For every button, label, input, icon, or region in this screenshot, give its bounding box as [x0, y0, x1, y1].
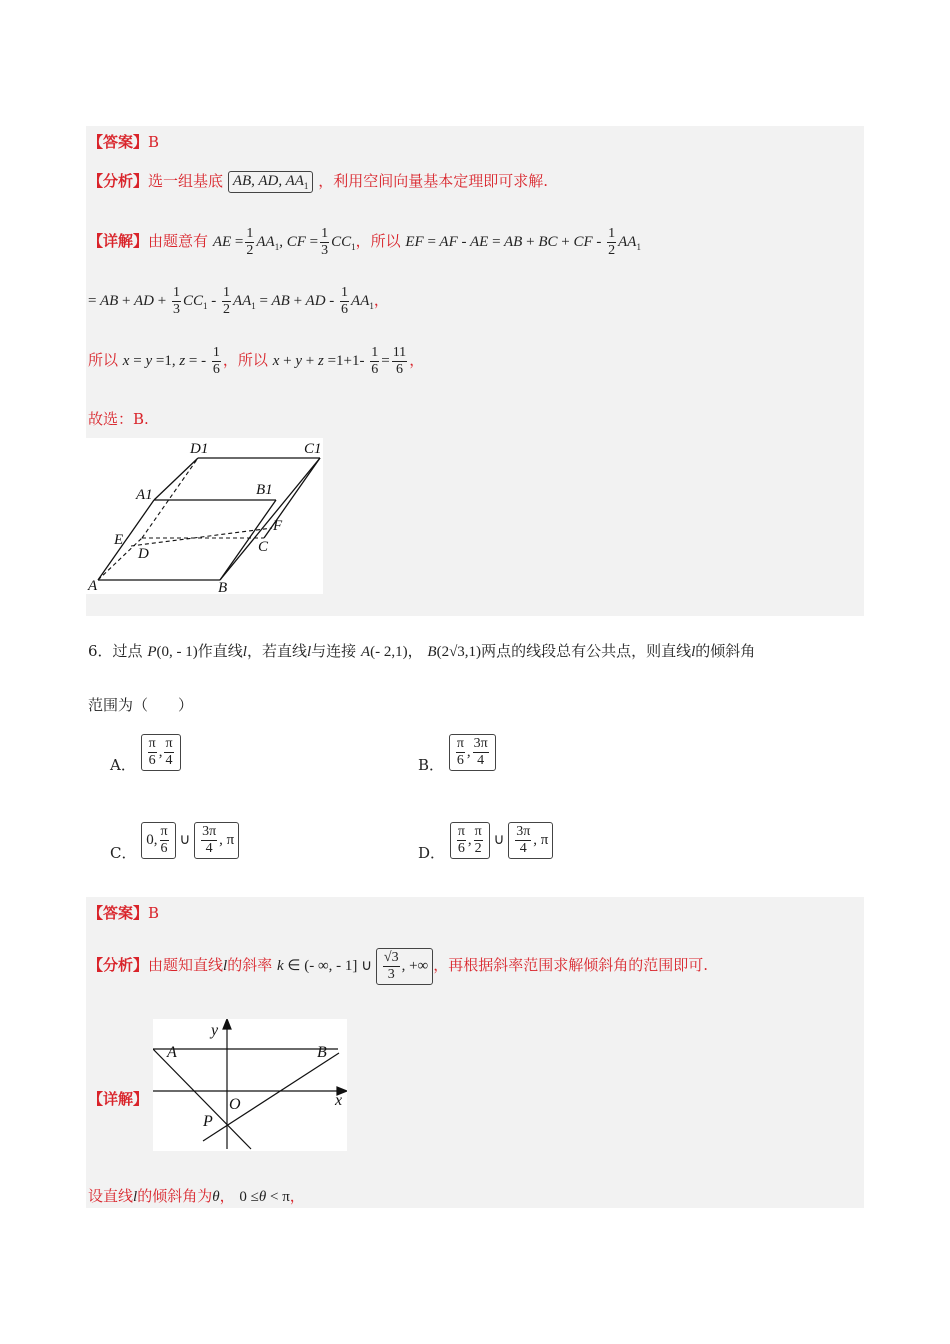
- q6-answer-line: 【答案】B: [88, 904, 160, 922]
- q5-conclusion-line: [88, 345, 424, 378]
- q6-last-line: 设直线l的倾斜角为θ， 0 ≤θ < π，: [88, 1187, 305, 1205]
- q5-answer-line: [88, 131, 159, 152]
- label-a1: A1: [136, 487, 153, 503]
- label-c: C: [258, 539, 269, 555]
- option-b[interactable]: B． $\frac{\pi}{6}$ , $\frac{3\pi}{4}$: [418, 726, 496, 785]
- analysis-text-post: ，利用空间向量基本定理即可求解.: [318, 172, 548, 190]
- point-a: A(- 2,1): [360, 644, 408, 660]
- formula-ae-cf: AE = $\frac{1}{2}$ $AA_1$, CF = $\frac{1}{3}$ $CC_1$: [212, 226, 356, 258]
- label-d: D: [138, 546, 149, 562]
- option-b-interval: $\frac{\pi}{6}$ , $\frac{3\pi}{4}$: [449, 734, 496, 771]
- option-c-interval: 0, $\frac{\pi}{6}$ ∪ $\frac{3\pi}{4}$ , π: [141, 832, 239, 848]
- q6-stem-line-2: 范围为（ ）: [88, 696, 194, 714]
- option-a-interval: $\frac{\pi}{6}$ , $\frac{\pi}{4}$: [141, 734, 181, 771]
- label-d1: D1: [190, 441, 209, 457]
- answer-value: B: [148, 133, 160, 151]
- label-b: B: [218, 580, 228, 594]
- basis-set: AB, AD, $AA_1$: [228, 171, 314, 193]
- option-d[interactable]: D． $\frac{\pi}{6}$ , $\frac{\pi}{2}$ ∪ $\frac{3\pi}{4}$ , π: [418, 814, 553, 873]
- label-a: A: [88, 578, 98, 594]
- formula-ef: EF = AF - AE = AB + BC + CF - $\frac{1}{2}$ $AA_1$: [405, 226, 641, 258]
- parallelepiped-svg: [86, 438, 323, 594]
- label-o: O: [229, 1096, 241, 1113]
- edge-bc1: [220, 458, 320, 580]
- conclusion-pre: 所以: [88, 350, 119, 369]
- analysis-text-pre: 选一组基底: [148, 172, 224, 190]
- conclusion-end: ，: [409, 350, 425, 369]
- formula-sum: x + y + z =1+1- $\frac{1}{6}$ = $\frac{11}{6}$: [272, 345, 407, 377]
- q5-choose-line: [88, 408, 149, 429]
- label-c1: C1: [304, 441, 322, 457]
- q5-analysis-line: [88, 170, 548, 193]
- slope-range: k ∈ (- ∞, - 1] ∪ $\frac{√3}{3}$ , +∞: [277, 958, 433, 974]
- formula-ef-expanded: = AB + AD + $\frac{1}{3}$ $CC_1$ - $\frac{1}{2}$ $AA_1$ = AB + AD - $\frac{1}{6}$ $AA_1$: [88, 285, 374, 317]
- q6-answer-value: B: [148, 904, 160, 922]
- option-d-interval: $\frac{\pi}{6}$ , $\frac{\pi}{2}$ ∪ $\frac{3\pi}{4}$ , π: [450, 832, 554, 848]
- line-l: l: [242, 644, 247, 660]
- q6-stem-line-1: 6．过点 P(0, - 1)作直线l，若直线l与连接 A(- 2,1)， B(2√3,1)两点的线段总有公共点，则直线l的倾斜角: [88, 642, 756, 660]
- line2-end: ，: [373, 290, 389, 309]
- slope-svg: [153, 1019, 347, 1151]
- answer-tag: 【答案】: [88, 133, 149, 151]
- label-b: B: [317, 1044, 327, 1061]
- analysis-tag: 【分析】: [88, 172, 149, 190]
- q6-analysis-line: 【分析】由题知直线l的斜率 k ∈ (- ∞, - 1] ∪ $\frac{√3}{3}$ , +∞ ，再根据斜率范围求解倾斜角的范围即可.: [88, 948, 708, 985]
- detail-tag: 【详解】: [88, 231, 149, 250]
- slope-figure: [153, 1019, 347, 1151]
- detail-text-mid: ，所以: [355, 231, 401, 250]
- parallelepiped-figure: [86, 438, 323, 594]
- label-x: x: [335, 1092, 343, 1109]
- label-f: F: [273, 518, 283, 534]
- edge-a1d1: [154, 458, 198, 500]
- label-a: A: [167, 1044, 177, 1061]
- detail-text-pre: 由题意有: [148, 231, 209, 250]
- label-e: E: [114, 532, 124, 548]
- line-pb: [203, 1053, 339, 1141]
- choose-text: 故选：B.: [88, 410, 149, 428]
- q5-detail-line-2: [88, 285, 389, 318]
- option-a[interactable]: A． $\frac{\pi}{6}$ , $\frac{\pi}{4}$: [110, 726, 181, 785]
- label-y: y: [211, 1022, 219, 1039]
- q5-detail-line-1: [88, 226, 641, 259]
- label-b1: B1: [256, 482, 273, 498]
- q6-detail-line: 【详解】: [88, 1090, 149, 1108]
- label-p: P: [203, 1113, 213, 1130]
- theta: θ: [212, 1189, 220, 1205]
- y-axis-arrow: [223, 1019, 231, 1029]
- theta-range: 0 ≤θ < π: [239, 1189, 290, 1205]
- formula-xyz: x = y =1, z = - $\frac{1}{6}$: [122, 345, 220, 377]
- point-p: P(0, - 1): [147, 644, 198, 660]
- point-b: B(2√3,1): [427, 644, 482, 660]
- edge-aa1: [98, 500, 154, 580]
- option-c[interactable]: C． 0, $\frac{\pi}{6}$ ∪ $\frac{3\pi}{4}$ , π: [110, 814, 239, 873]
- q6-number: 6．: [88, 642, 113, 660]
- conclusion-mid: ，所以: [222, 350, 268, 369]
